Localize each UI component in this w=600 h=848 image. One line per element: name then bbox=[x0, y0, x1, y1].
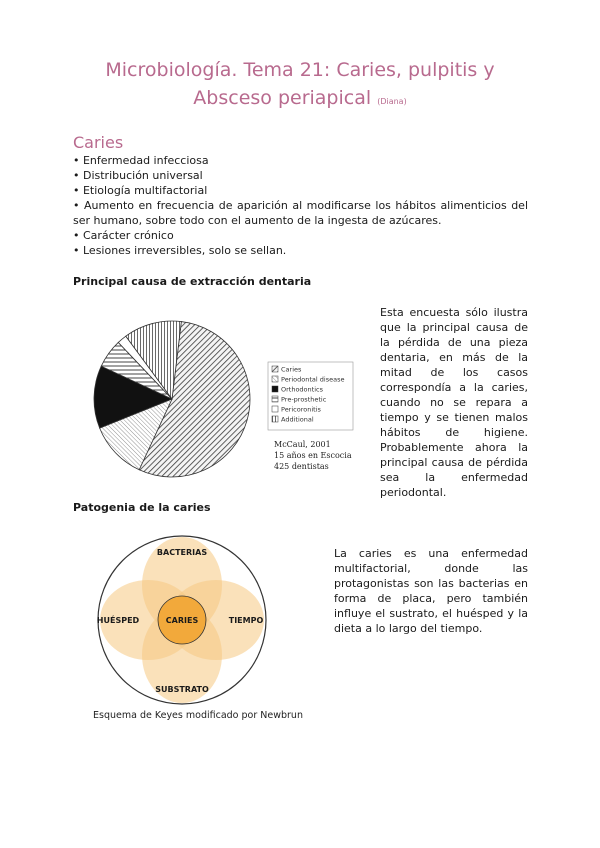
label-bacterias: BACTERIAS bbox=[156, 548, 208, 557]
bullet-item: • Etiología multifactorial bbox=[73, 184, 208, 197]
pathogenesis-paragraph: La caries es una enfermedad multifactorial, donde las protagonistas son las bacterias en forma de placa, pero también influye el sustrato, el huésped y la dieta a lo largo del tiempo. bbox=[334, 547, 528, 635]
legend-label: Caries bbox=[281, 365, 302, 374]
pie-source bbox=[274, 440, 352, 471]
legend-label: Pre-prosthetic bbox=[281, 395, 327, 404]
bullet-item: • Lesiones irreversibles, solo se sellan. bbox=[73, 244, 287, 257]
diagram-caption: Esquema de Keyes modificado por Newbrun bbox=[93, 710, 303, 721]
title-line-1: Microbiología. Tema 21: Caries, pulpitis y bbox=[105, 59, 495, 81]
section-heading-caries: Caries bbox=[73, 133, 124, 152]
extraction-heading: Principal causa de extracción dentaria bbox=[73, 275, 312, 288]
source-line: 425 dentistas bbox=[274, 462, 329, 471]
label-caries: CARIES bbox=[165, 616, 199, 625]
title-author: (Diana) bbox=[377, 97, 407, 106]
title-line-2 bbox=[60, 84, 540, 116]
bullet-item: • Enfermedad infecciosa bbox=[73, 154, 209, 167]
legend-label: Additional bbox=[281, 415, 314, 424]
legend-swatch bbox=[272, 416, 278, 422]
legend-swatch bbox=[272, 396, 278, 402]
bullet-item: • Aumento en frecuencia de aparición al modificarse los hábitos alimenticios del ser humano, sobre todo con el aumento de la ingesta de azúcares. bbox=[73, 199, 528, 227]
pie-legend bbox=[268, 362, 353, 430]
extraction-paragraph: Esta encuesta sólo ilustra que la principal causa de la pérdida de una pieza dentaria, en más de la mitad de los casos correspondía a la caries, cuando no se repara a tiempo y se tienen malos hábitos de higiene. Probablemente ahora la principal causa de pérdida sea la enfermedad periodontal. bbox=[380, 306, 528, 499]
legend-swatch bbox=[272, 406, 278, 412]
legend-label: Pericoronitis bbox=[281, 405, 321, 414]
bullet-item: • Distribución universal bbox=[73, 169, 203, 182]
pie-slices bbox=[94, 321, 250, 477]
caries-bullet-list bbox=[73, 153, 528, 258]
page-title bbox=[60, 56, 540, 116]
source-line: 15 años en Escocia bbox=[274, 451, 352, 460]
source-line: McCaul, 2001 bbox=[274, 440, 331, 449]
legend-label: Periodontal disease bbox=[281, 375, 345, 384]
title-line-2-text: Absceso periapical bbox=[193, 87, 372, 109]
bullet-item: • Carácter crónico bbox=[73, 229, 174, 242]
label-substrato: SUBSTRATO bbox=[155, 685, 209, 694]
legend-swatch bbox=[272, 386, 278, 392]
legend-label: Orthodontics bbox=[281, 385, 323, 394]
label-huesped: HUÉSPED bbox=[96, 616, 140, 625]
legend-swatch bbox=[272, 366, 278, 372]
pathogenesis-heading: Patogenia de la caries bbox=[73, 501, 211, 514]
legend-swatch bbox=[272, 376, 278, 382]
extraction-pie-figure bbox=[88, 312, 360, 487]
label-tiempo: TIEMPO bbox=[228, 616, 264, 625]
keyes-diagram bbox=[82, 535, 322, 725]
